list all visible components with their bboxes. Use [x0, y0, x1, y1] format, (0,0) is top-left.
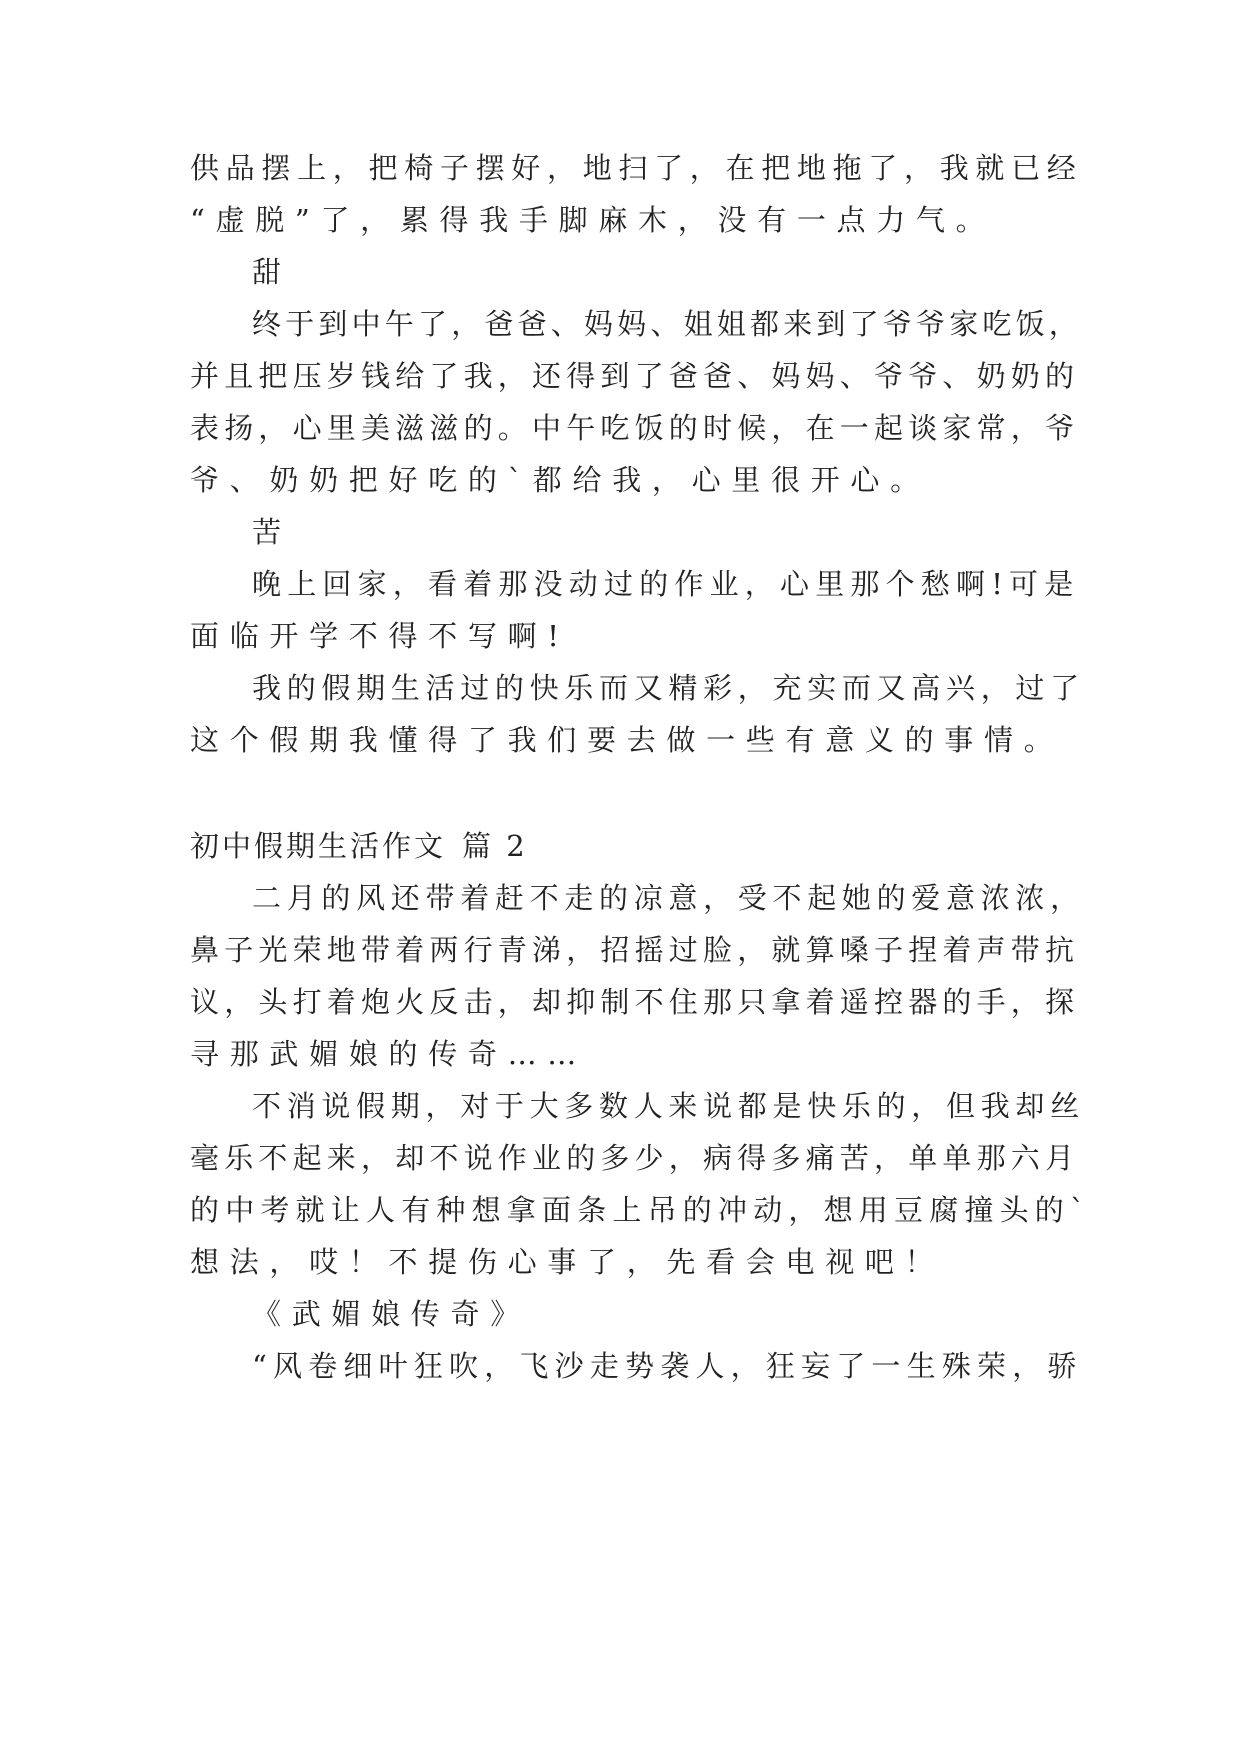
subheading-bitter: 苦	[252, 515, 292, 549]
paragraph-line: 晚上回家，看着那没动过的作业，心里那个愁啊!可是	[252, 567, 1080, 601]
paragraph-line: 寻那武媚娘的传奇……	[190, 1037, 588, 1071]
paragraph-line: 终于到中午了，爸爸、妈妈、姐姐都来到了爷爷家吃饭，	[252, 307, 1083, 341]
book-title-line: 《武媚娘传奇》	[252, 1297, 530, 1331]
paragraph-line: 我的假期生活过的快乐而又精彩，充实而又高兴，过了	[252, 671, 1085, 705]
paragraph-line: 面临开学不得不写啊!	[190, 619, 570, 653]
paragraph-line: 不消说假期，对于大多数人来说都是快乐的，但我却丝	[252, 1089, 1085, 1123]
heading-title: 初中假期生活作文	[190, 829, 447, 863]
paragraph-line: 毫乐不起来，却不说作业的多少，病得多痛苦，单单那六月	[190, 1141, 1080, 1175]
paragraph-line: “风卷细叶狂吹，飞沙走势袭人，狂妄了一生殊荣，骄	[252, 1349, 1083, 1383]
paragraph-line: “虚脱”了，累得我手脚麻木，没有一点力气。	[190, 203, 996, 237]
paragraph-line: 想法，哎！不提伤心事了，先看会电视吧！	[190, 1245, 945, 1279]
paragraph-line: 鼻子光荣地带着两行青涕，招摇过脸，就算嗓子捏着声带抗	[190, 933, 1080, 967]
paragraph-line: 这个假期我懂得了我们要去做一些有意义的事情。	[190, 723, 1064, 757]
paragraph-line: 并且把压岁钱给了我，还得到了爸爸、妈妈、爷爷、奶奶的	[190, 359, 1080, 393]
paragraph-line: 爷、奶奶把好吃的`都给我，心里很开心。	[190, 463, 930, 497]
heading-part: 篇 2	[462, 829, 528, 863]
subheading-sweet: 甜	[252, 255, 292, 289]
paragraph-line: 的中考就让人有种想拿面条上吊的冲动，想用豆腐撞头的`	[190, 1193, 1091, 1227]
paragraph-line: 议，头打着炮火反击，却抑制不住那只拿着遥控器的手，探	[190, 985, 1080, 1019]
paragraph-line: 表扬，心里美滋滋的。中午吃饭的时候，在一起谈家常，爷	[190, 411, 1080, 445]
paragraph-line: 二月的风还带着赶不走的凉意，受不起她的爱意浓浓，	[252, 881, 1085, 915]
section-heading	[190, 826, 528, 866]
paragraph-line: 供品摆上，把椅子摆好，地扫了，在把地拖了，我就已经	[190, 151, 1083, 185]
